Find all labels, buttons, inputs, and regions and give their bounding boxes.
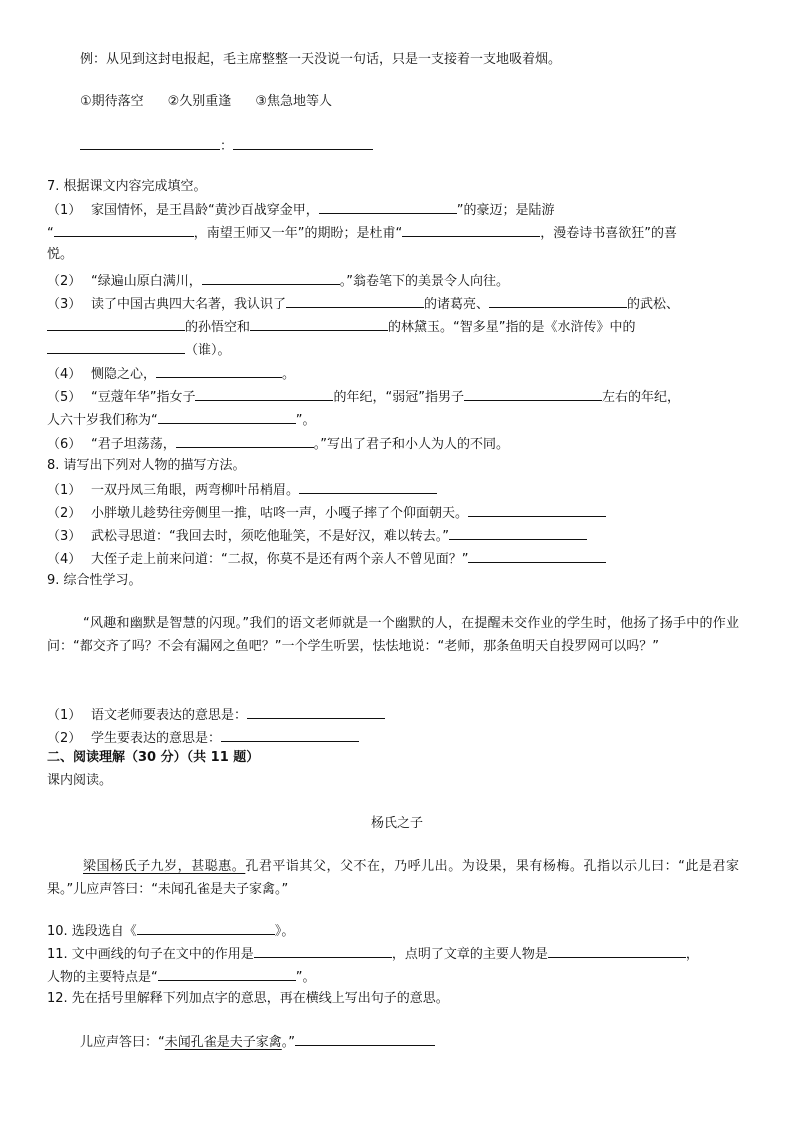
answer-blank[interactable] xyxy=(137,921,275,935)
question-7-1-end: 悦。 xyxy=(47,247,74,262)
question-8-3: （3） 武松寻思道：“我回去时，须吃他耻笑，不是好汉，难以转去。” xyxy=(47,526,747,546)
answer-blank[interactable] xyxy=(449,526,587,540)
question-8-stem: 8. 请写出下列对人物的描写方法。 xyxy=(47,458,246,473)
answer-blank[interactable] xyxy=(489,294,627,308)
answer-blank[interactable] xyxy=(286,294,424,308)
question-7-2: （2） “绿遍山原白满川， 。”翁卷笔下的美景令人向往。 xyxy=(47,271,747,291)
answer-blank[interactable] xyxy=(247,705,385,719)
question-7-1-cont: “ ，南望王师又一年”的期盼；是杜甫“ ，漫卷诗书喜欲狂”的喜 xyxy=(47,223,747,243)
question-7-stem: 7. 根据课文内容完成填空。 xyxy=(47,179,207,194)
question-7-6: （6） “君子坦荡荡， 。”写出了君子和小人为人的不同。 xyxy=(47,434,747,454)
option-1: ①期待落空 xyxy=(80,94,144,109)
question-7-1: （1） 家国情怀，是王昌龄“黄沙百战穿金甲， ”的豪迈；是陆游 xyxy=(47,200,747,220)
answer-blank[interactable] xyxy=(47,340,185,354)
passage-title: 杨氏之子 xyxy=(370,816,423,831)
answer-blank[interactable] xyxy=(299,480,437,494)
question-12-sentence: 儿应声答曰：“未闻孔雀是夫子家禽。” xyxy=(80,1032,780,1052)
question-7-4: （4） 恻隐之心， 。 xyxy=(47,364,747,384)
answer-blank[interactable] xyxy=(254,944,392,958)
question-10: 10. 选段选自《 》。 xyxy=(47,921,747,941)
question-9-passage: “风趣和幽默是智慧的闪现。”我们的语文老师就是一个幽默的人，在提醒未交作业的学生时，他扬了扬手中的作业问：“都交齐了吗？不会有漏网之鱼吧？”一个学生听罢，怯怯地说：“老师，那条鱼明天自投罗网可以吗？” xyxy=(47,616,739,654)
section-2-heading: 二、阅读理解（30 分）（共 11 题） xyxy=(47,750,260,765)
answer-blank[interactable] xyxy=(221,728,359,742)
question-8-1: （1） 一双丹凤三角眼，两弯柳叶吊梢眉。 xyxy=(47,480,747,500)
answer-blank[interactable] xyxy=(158,410,296,424)
question-9-stem: 9. 综合性学习。 xyxy=(47,573,142,588)
answer-blank[interactable] xyxy=(80,136,220,150)
answer-blank[interactable] xyxy=(468,503,606,517)
answer-blank[interactable] xyxy=(464,387,602,401)
answer-blank[interactable] xyxy=(250,317,388,331)
option-3: ③焦急地等人 xyxy=(255,94,332,109)
question-7-3-cont: 的孙悟空和 的林黛玉。“智多星”指的是《水浒传》中的 xyxy=(47,317,747,337)
question-7-5: （5） “豆蔻年华”指女子 的年纪，“弱冠”指男子 左右的年纪， xyxy=(47,387,747,407)
classical-passage: 梁国杨氏子九岁，甚聪惠。孔君平诣其父，父不在，乃呼儿出。为设果，果有杨梅。孔指以示儿曰：“此是君家果。”儿应声答曰：“未闻孔雀是夫子家禽。” xyxy=(47,859,739,897)
question-12-stem: 12. 先在括号里解释下列加点字的意思，再在横线上写出句子的意思。 xyxy=(47,991,449,1006)
answer-blank[interactable] xyxy=(202,271,340,285)
question-7-3: （3） 读了中国古典四大名著，我认识了 的诸葛亮、 的武松、 xyxy=(47,294,747,314)
answer-blank[interactable] xyxy=(47,317,185,331)
option-2: ②久别重逢 xyxy=(167,94,232,109)
example-answer-line: ： xyxy=(80,136,780,156)
example-sentence: 例：从见到这封电报起，毛主席整整一天没说一句话，只是一支接着一支地吸着烟。 xyxy=(80,52,562,67)
answer-blank[interactable] xyxy=(158,967,296,981)
underlined-sentence: 梁国杨氏子九岁，甚聪惠。 xyxy=(83,859,246,874)
answer-blank[interactable] xyxy=(156,364,282,378)
question-8-4: （4） 大侄子走上前来问道：“二叔，你莫不是还有两个亲人不曾见面？” xyxy=(47,549,747,569)
question-11-cont: 人物的主要特点是“ ”。 xyxy=(47,967,747,987)
question-7-3-end: （谁）。 xyxy=(47,340,747,360)
question-11: 11. 文中画线的句子在文中的作用是 ，点明了文章的主要人物是 ， xyxy=(47,944,747,964)
answer-blank[interactable] xyxy=(54,223,194,237)
question-8-2: （2） 小胖墩儿趁势往旁侧里一推，咕咚一声，小嘎子摔了个仰面朝天。 xyxy=(47,503,747,523)
section-2-intro: 课内阅读。 xyxy=(47,773,113,788)
question-9-1: （1） 语文老师要表达的意思是： xyxy=(47,705,747,725)
answer-blank[interactable] xyxy=(176,434,314,448)
question-7-5-cont: 人六十岁我们称为“ ”。 xyxy=(47,410,747,430)
answer-blank[interactable] xyxy=(295,1032,435,1046)
answer-blank[interactable] xyxy=(195,387,333,401)
answer-blank[interactable] xyxy=(548,944,686,958)
question-9-2: （2） 学生要表达的意思是： xyxy=(47,728,747,748)
answer-blank[interactable] xyxy=(319,200,457,214)
answer-blank[interactable] xyxy=(402,223,540,237)
answer-blank[interactable] xyxy=(468,549,606,563)
answer-blank[interactable] xyxy=(233,136,373,150)
example-options xyxy=(80,93,780,111)
